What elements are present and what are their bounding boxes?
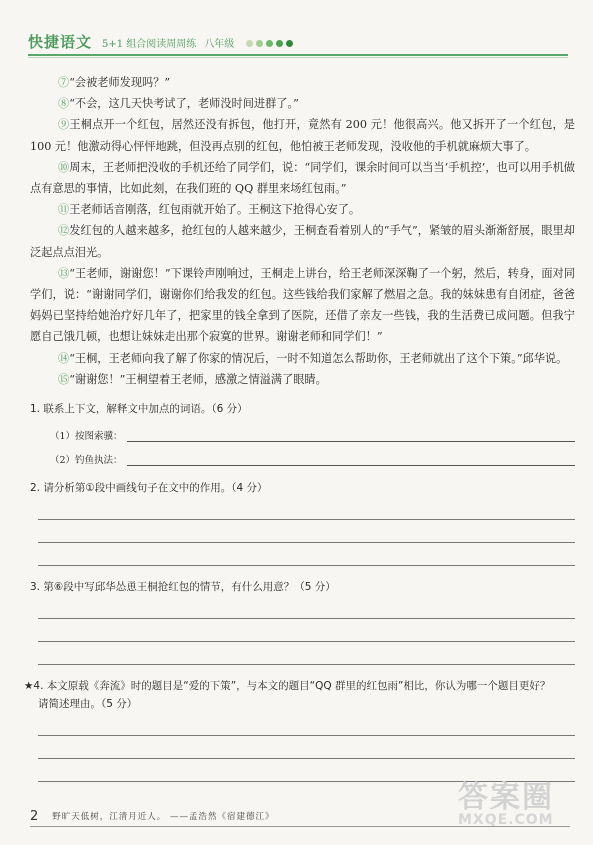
paragraph-text: 王桐点开一个红包，居然还没有拆包，他打开，竟然有 200 元！他很高兴。他又拆开了一个红包，是 100 元！他激动得心怦怦地跳，但没再点别的红包，他怕被王老师发现，没收他的手机就麻烦大事了。 (30, 118, 575, 153)
paragraph-number: ⑭ (58, 351, 70, 365)
paragraph-number: ⑩ (58, 160, 70, 174)
item-label: （2）钓鱼执法： (50, 455, 123, 466)
paragraph-text: 发红包的人越来越多，抢红包的人越来越少，王桐查看着别人的“手气”，紧皱的眉头渐渐舒展，眼里却泛起点点泪光。 (30, 224, 575, 259)
paragraph-number: ⑨ (58, 118, 70, 132)
paragraph-text: “谢谢您！”王桐望着王老师，感激之情溢满了眼睛。 (69, 372, 327, 386)
paragraph-text: “会被老师发现吗？” (69, 76, 171, 89)
passage-paragraph (30, 114, 575, 156)
answer-line[interactable] (38, 619, 575, 642)
passage-paragraph (30, 157, 575, 199)
question-1-item-2 (50, 448, 575, 466)
reading-passage (30, 72, 575, 390)
paragraph-number: ⑪ (58, 203, 70, 217)
paragraph-number: ⑫ (58, 224, 70, 238)
answer-line[interactable] (38, 713, 575, 736)
passage-paragraph (30, 72, 575, 93)
answer-line[interactable] (127, 451, 575, 466)
question-2 (30, 479, 575, 566)
answer-line[interactable] (38, 642, 575, 665)
paragraph-text: 王老师话音刚落，红包雨就开始了。王桐这下抢得心安了。 (69, 203, 361, 217)
header-divider (28, 54, 568, 56)
question-4-text: ★4. 本文原载《奔流》时的题目是“爱的下策”，与本文的题目“QQ 群里的红包雨”相比，你认为哪一个题目更好？ (24, 680, 551, 692)
item-label: （1）按图索骥： (50, 431, 123, 442)
passage-paragraph (30, 263, 575, 348)
question-1-item-1 (50, 424, 575, 442)
question-4-text-line2: 请简述理由。（5 分） (38, 698, 138, 710)
question-1-text: 1. 联系上下文，解释文中加点的词语。（6 分） (30, 403, 248, 415)
paragraph-number: ⑬ (58, 266, 70, 280)
paragraph-number: ⑮ (58, 372, 70, 386)
passage-paragraph (30, 220, 575, 262)
paragraph-number: ⑦ (58, 76, 70, 89)
decorative-dots (246, 40, 296, 47)
dot-icon (246, 40, 253, 47)
paragraph-number: ⑧ (58, 97, 70, 111)
footer-quote: 野旷天低树，江清月近人。 ——孟浩然《宿建德江》 (52, 812, 275, 822)
grade-label: 八年级 (204, 39, 235, 50)
watermark-text: 答案圈 (458, 780, 554, 815)
answer-line[interactable] (38, 596, 575, 619)
watermark-logo (458, 772, 588, 842)
header-divider-thin (28, 57, 568, 58)
paragraph-text: “王桐，王老师向我了解了你家的情况后，一时不知道怎么帮助你，王老师就出了这个下策。”邱华说。 (69, 351, 568, 365)
passage-paragraph (30, 93, 575, 114)
answer-line[interactable] (127, 427, 575, 442)
paragraph-text: 周末，王老师把没收的手机还给了同学们，说：“同学们，课余时间可以当当‘手机控’，也可以用手机做点有意思的事情，比如此刻，在我们班的 QQ 群里来场红包雨。” (30, 160, 575, 196)
answer-line[interactable] (38, 520, 575, 543)
brand-title: 快捷语文 (28, 33, 93, 51)
answer-line[interactable] (38, 543, 575, 566)
watermark-url: MXQE.COM (458, 812, 554, 828)
question-2-text: 2. 请分析第①段中画线句子在文中的作用。（4 分） (30, 482, 268, 494)
answer-line[interactable] (38, 497, 575, 520)
passage-paragraph (30, 348, 575, 369)
page-number: 2 (30, 808, 39, 824)
question-3 (30, 578, 575, 665)
paragraph-text: “不会，这几天快考试了，老师没时间进群了。” (69, 97, 299, 111)
dot-icon (286, 40, 293, 47)
paragraph-text: “王老师，谢谢您！”下课铃声刚响过，王桐走上讲台，给王老师深深鞠了一个躬，然后，转身，面对同学们，说：“谢谢同学们，谢谢你们给我发的红包。这些钱给我们家解了燃眉之急。我的妹妹患有自闭症，爸爸妈妈已坚持给她治疗好几年了，把家里的钱全拿到了医院，还借了亲友一些钱，我的生活费已成问题。但我宁愿自己饿几顿，也想让妹妹走出那个寂寞的世界。谢谢老师和同学们！” (30, 266, 575, 344)
page-header (28, 30, 568, 52)
passage-paragraph (30, 199, 575, 220)
question-3-text: 3. 第⑥段中写邱华怂恿王桐抢红包的情节，有什么用意？（5 分） (30, 581, 336, 593)
question-1 (30, 400, 575, 466)
series-title: 5+1 组合阅读周周练 (102, 39, 197, 50)
question-4 (24, 677, 575, 782)
dot-icon (276, 40, 283, 47)
dot-icon (266, 40, 273, 47)
passage-paragraph (30, 369, 575, 390)
question-section (24, 400, 575, 782)
answer-line[interactable] (38, 736, 575, 759)
dot-icon (256, 40, 263, 47)
